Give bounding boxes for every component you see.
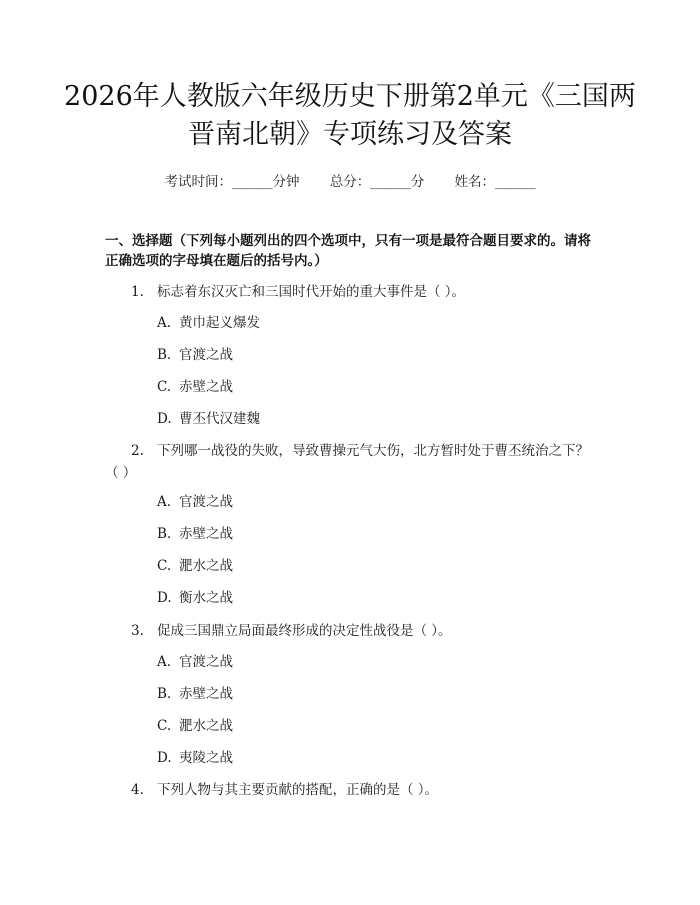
question-number: 2. — [131, 443, 144, 459]
option-letter: D. — [157, 411, 172, 427]
option-letter: C. — [157, 558, 172, 574]
question-text: 下列人物与其主要贡献的搭配，正确的是（ ）。 — [157, 782, 439, 798]
option-text: 官渡之战 — [179, 347, 233, 363]
option-3c — [157, 716, 233, 736]
option-text: 赤壁之战 — [179, 379, 233, 395]
option-letter: B. — [157, 526, 172, 542]
option-2a — [157, 492, 233, 512]
option-1d — [157, 409, 260, 429]
question-2 — [105, 440, 595, 484]
option-letter: D. — [157, 590, 172, 606]
option-2b — [157, 524, 233, 544]
option-text: 官渡之战 — [179, 494, 233, 510]
option-letter: B. — [157, 686, 172, 702]
exam-name: 姓名：______ — [454, 174, 536, 190]
question-number: 3. — [131, 623, 144, 639]
option-text: 赤壁之战 — [179, 526, 233, 542]
option-letter: B. — [157, 347, 172, 363]
option-text: 黄巾起义爆发 — [179, 315, 260, 331]
option-3d — [157, 748, 233, 768]
option-text: 赤壁之战 — [179, 686, 233, 702]
option-letter: A. — [157, 315, 172, 331]
option-2d — [157, 588, 233, 608]
option-text: 衡水之战 — [179, 590, 233, 606]
question-text: 促成三国鼎立局面最终形成的决定性战役是（ ）。 — [157, 623, 452, 639]
question-1 — [105, 281, 595, 303]
option-1a — [157, 313, 260, 333]
question-3 — [105, 620, 595, 642]
section-heading: 一、选择题（下列每小题列出的四个选项中，只有一项是最符合题目要求的。请将正确选项的字母填在题后的括号内。） — [105, 233, 591, 269]
option-text: 淝水之战 — [179, 718, 233, 734]
option-letter: C. — [157, 718, 172, 734]
question-number: 4. — [131, 782, 144, 798]
option-2c — [157, 556, 233, 576]
option-text: 夷陵之战 — [179, 750, 233, 766]
page-title: 2026年人教版六年级历史下册第2单元《三国两晋南北朝》专项练习及答案 — [64, 81, 636, 150]
option-text: 官渡之战 — [179, 654, 233, 670]
question-number: 1. — [131, 284, 144, 300]
exam-meta — [0, 170, 700, 190]
option-letter: A. — [157, 494, 172, 510]
option-text: 淝水之战 — [179, 558, 233, 574]
option-letter: C. — [157, 379, 172, 395]
option-1c — [157, 377, 233, 397]
option-letter: D. — [157, 750, 172, 766]
option-letter: A. — [157, 654, 172, 670]
option-3b — [157, 684, 233, 704]
option-3a — [157, 652, 233, 672]
exam-time: 考试时间：______分钟 — [164, 174, 300, 190]
question-text: 下列哪一战役的失败，导致曹操元气大伤，北方暂时处于曹丕统治之下？（ ） — [105, 443, 589, 481]
exam-score: 总分：______分 — [329, 174, 425, 190]
option-1b — [157, 345, 233, 365]
option-text: 曹丕代汉建魏 — [179, 411, 260, 427]
question-4 — [105, 779, 595, 801]
question-text: 标志着东汉灭亡和三国时代开始的重大事件是（ ）。 — [157, 284, 466, 300]
